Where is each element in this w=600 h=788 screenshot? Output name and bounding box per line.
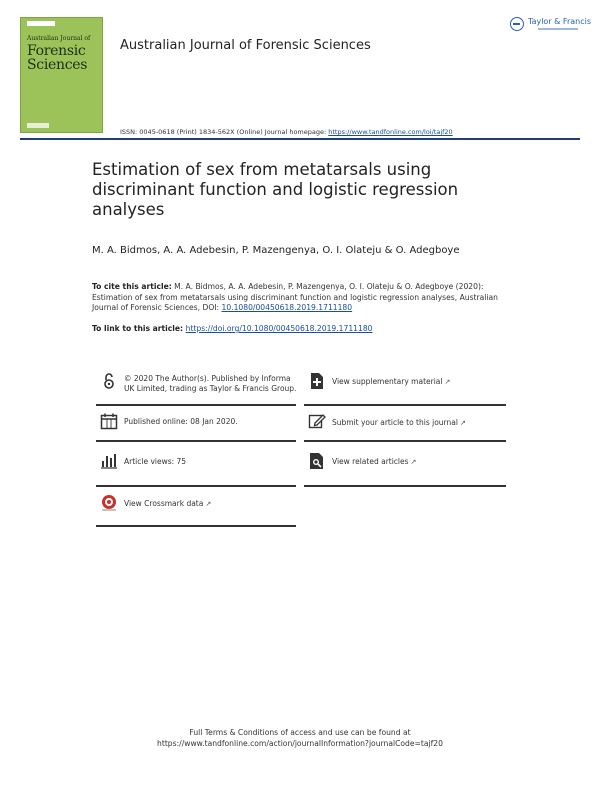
footer-terms: Full Terms & Conditions of access and use can be found at (189, 728, 411, 737)
divider (96, 440, 296, 442)
divider (304, 485, 506, 487)
cover-title: Australian Journal of Forensic Sciences (27, 35, 91, 73)
edit-icon (308, 412, 326, 430)
journal-cover (20, 17, 103, 133)
article-doi-url[interactable]: https://doi.org/10.1080/00450618.2019.1711180 (185, 324, 373, 333)
article-authors: M. A. Bidmos, A. A. Adebesin, P. Mazengenya, O. I. Olateju & O. Adegboye (92, 245, 460, 256)
header-divider (20, 138, 580, 140)
citation: To cite this article: M. A. Bidmos, A. A. Adebesin, P. Mazengenya, O. I. Olateju & O. Adegboye (2020): Estimation of sex from metatarsals using discriminant function and logistic regression analyses, Australian Journal of Forensic Sciences, DOI: 10.1080/00450618.2019.1711180 (92, 282, 498, 312)
publisher-logo: Taylor & Francis (510, 15, 584, 37)
journal-homepage-link[interactable]: https://www.tandfonline.com/loi/tajf20 (328, 128, 453, 136)
divider (304, 440, 506, 442)
journal-name: Australian Journal of Forensic Sciences (120, 38, 371, 53)
article-title: Estimation of sex from metatarsals using discriminant function and logistic regression analyses (92, 160, 459, 219)
divider (304, 404, 506, 406)
external-link-icon: ↗ (410, 458, 417, 466)
article-link-line (92, 324, 372, 333)
search-document-icon (308, 452, 326, 470)
external-link-icon: ↗ (444, 378, 451, 386)
footer-url[interactable]: https://www.tandfonline.com/action/journalInformation?journalCode=tajf20 (157, 739, 443, 748)
external-link-icon: ↗ (459, 419, 466, 427)
divider (96, 404, 296, 406)
issn-line: ISSN: 0045-0618 (Print) 1834-562X (Online) Journal homepage: https://www.tandfonline.com/loi/tajf20 (120, 128, 453, 136)
add-document-icon (308, 372, 326, 390)
external-link-icon: ↗ (205, 500, 212, 508)
publisher-logo-icon (510, 17, 524, 31)
link-label: To link to this article: (92, 324, 186, 333)
cite-label: To cite this article: (92, 282, 172, 291)
crossmark-icon (100, 494, 118, 512)
divider (96, 485, 296, 487)
bar-chart-icon (100, 452, 118, 470)
calendar-icon (100, 412, 118, 430)
divider (96, 525, 296, 527)
footer (0, 727, 600, 749)
doi-link[interactable]: 10.1080/00450618.2019.1711180 (221, 303, 353, 312)
open-access-icon (100, 372, 118, 390)
